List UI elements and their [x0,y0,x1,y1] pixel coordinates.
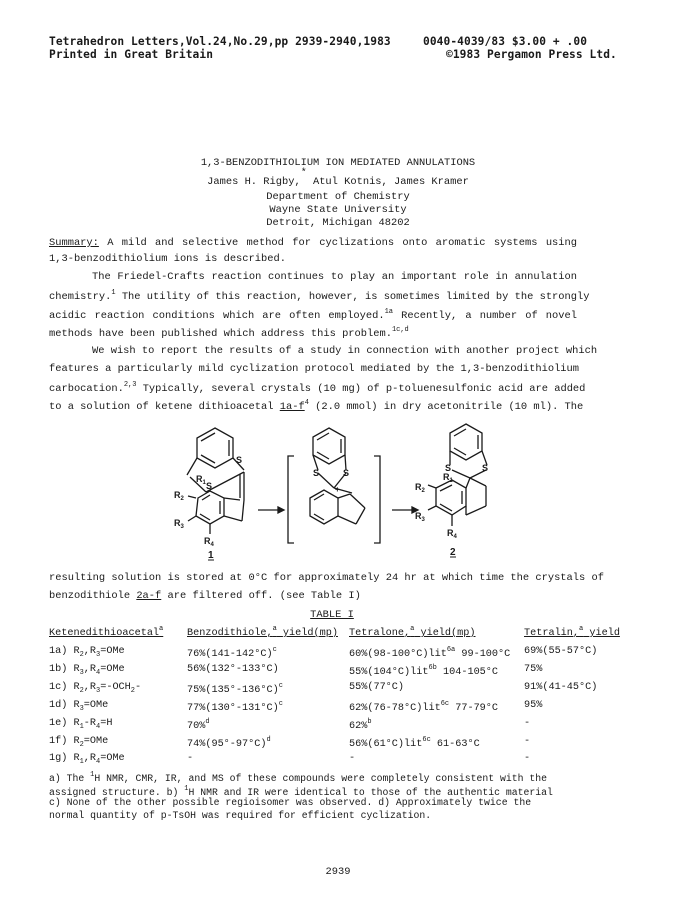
author-rigby: James H. Rigby, [207,176,301,188]
table-header-ketenedithioacetal: Ketenedithioacetal$^a$ [49,625,164,639]
para1-line-1: The Friedel-Crafts reaction continues to play an important role in annulation [92,271,577,283]
paper-title: 1,3-BENZODITHIOLIUM ION MEDIATED ANNULATIONS [200,157,476,169]
affiliation-univ: Wayne State University [269,204,407,216]
table-cell-benzodithiole: $74\%(95^\circ-97^\circ C)^d$ [187,736,271,750]
table-cell-benzodithiole: $77\%(130^\circ-131^\circ C)^c$ [187,700,283,714]
compound1-s-a: S [236,455,243,465]
compound2-r2-label: $R_2$ [415,482,425,494]
table-cell-tetralone: 56%(61°C)lit$^{6c}$ 61-63°C [349,736,480,750]
intermediate-s-a: S [313,468,320,478]
affiliation-city: Detroit, Michigan 48202 [266,217,410,229]
compound1-r3-label: $R_3$ [174,518,184,530]
footnote-line-1: a) The $^1$H NMR, CMR, IR, and MS of these compounds were completely consistent with the [49,771,548,784]
table-cell-tetralin: 75% [524,664,543,675]
table-cell-ketenedithioacetal: 1g) $R_1,R_4=OMe$ [49,753,125,766]
table-cell-ketenedithioacetal: 1d) $R_3=OMe$ [49,700,109,713]
compound2-s-a: S [445,463,452,473]
table-cell-tetralone: - [349,753,356,764]
table-cell-tetralone: 62%$^b$ [349,718,372,732]
table-cell-tetralone: 62%(76-78°C)lit$^{6c}$ 77-79°C [349,700,499,714]
corresponding-star: * [300,168,307,179]
table-cell-tetralin: 69%(55-57°C) [524,646,598,657]
footnote-line-3: c) None of the other possible regioisomer was observed. d) Approximately twice the [49,797,532,808]
table-header-tetralone: Tetralone,$^a$ yield(mp) [349,625,476,639]
table-cell-ketenedithioacetal: 1c) $R_2,R_3=-OCH_2-$ [49,682,142,695]
table-cell-ketenedithioacetal: 1e) $R_1-R_4=H$ [49,718,113,731]
compound1-number: 1 [208,550,214,561]
compound2-r4-label: $R_4$ [447,528,457,540]
table-cell-tetralin: - [524,736,531,747]
footnote-line-4: normal quantity of p-TsOH was required for efficient cyclization. [49,810,432,821]
printed-in: Printed in Great Britain [49,48,214,61]
para1-line-4: methods have been published which address this problem.$^{1c,d}$ [49,326,409,340]
table-cell-benzodithiole: 56%(132°-133°C) [187,664,279,675]
table-header-tetralin: Tetralin,$^a$ yield [524,625,620,639]
table-cell-benzodithiole: - [187,753,194,764]
author-others: Atul Kotnis, James Kramer [312,176,469,188]
compound2-r3-label: $R_3$ [415,511,425,523]
page-number: 2939 [325,866,351,878]
table-cell-benzodithiole: 70%$^d$ [187,718,210,732]
para2-line-2: features a particularly mild cyclization protocol mediated by the 1,3-benzodithiolium [49,363,580,375]
compound2-s-b: S [482,463,489,473]
para3-line-1: resulting solution is stored at 0°C for approximately 24 hr at which time the crystals of [49,572,604,584]
reaction-scheme [160,418,520,568]
table-cell-tetralin: - [524,753,531,764]
compound2-number: 2 [450,547,456,558]
table-cell-ketenedithioacetal: 1a) $R_2,R_3=OMe$ [49,646,125,659]
footnote-line-2: assigned structure. b) $^1$H NMR and IR were identical to those of the authentic material [49,785,553,798]
compound-2-structure [428,424,487,526]
intermediate-plus: + [335,485,340,494]
table-cell-tetralone: 60%(98-100°C)lit$^{6a}$ 99-100°C [349,646,511,660]
issn-price: 0040-4039/83 $3.00 + .00 [423,35,588,48]
table-caption: TABLE I [310,609,354,621]
affiliation-dept: Department of Chemistry [266,191,410,203]
intermediate-structure [288,428,380,543]
compound1-r1-label: $R_1$ [196,474,206,486]
table-cell-tetralin: - [524,718,531,729]
table-cell-ketenedithioacetal: 1f) $R_2=OMe$ [49,736,109,749]
summary-line-1: Summary: A mild and selective method for cyclizations onto aromatic systems using [49,237,577,249]
para2-line-1: We wish to report the results of a study in connection with another project which [92,345,598,357]
compound1-s-b: S [206,481,213,491]
journal-citation: Tetrahedron Letters,Vol.24,No.29,pp 2939-2940,1983 [49,35,391,48]
para2-line-3: carbocation.$^{2,3}$ Typically, several crystals (10 mg) of p-toluenesulfonic acid are added [49,381,586,395]
table-cell-tetralone: 55%(77°C) [349,682,405,693]
compound1-r2-label: $R_2$ [174,490,184,502]
intermediate-s-b: S [343,468,350,478]
summary-line-2: 1,3-benzodithiolium ions is described. [49,253,286,265]
para1-line-2: chemistry.$^1$ The utility of this reaction, however, is sometimes limited by the strongly [49,289,590,303]
table-cell-benzodithiole: $76\%(141-142^\circ C)^c$ [187,646,277,660]
para2-line-4: to a solution of ketene dithioacetal $1a-f^4$ (2.0 mmol) in dry acetonitrile (10 ml). The [49,399,584,413]
table-header-benzodithiole: Benzodithiole,$^a$ yield(mp) [187,625,338,639]
summary-label: Summary: [49,237,99,249]
table-cell-benzodithiole: $75\%(135^\circ-136^\circ C)^c$ [187,682,283,696]
table-cell-tetralin: 95% [524,700,543,711]
compound2-r1-label: $R_1$ [443,472,453,484]
table-cell-ketenedithioacetal: 1b) $R_3,R_4=OMe$ [49,664,125,677]
authors [0,168,676,188]
para1-line-3: acidic reaction conditions which are often employed.$^{1a}$ Recently, a number of novel [49,308,577,322]
table-cell-tetralone: 55%(104°C)lit$^{6b}$ 104-105°C [349,664,499,678]
para3-line-2: benzodithiole 2a-f are filtered off. (see Table I) [49,590,361,602]
compound1-r4-label: $R_4$ [204,536,214,548]
copyright: ©1983 Pergamon Press Ltd. [446,48,617,61]
table-cell-tetralin: 91%(41-45°C) [524,682,598,693]
